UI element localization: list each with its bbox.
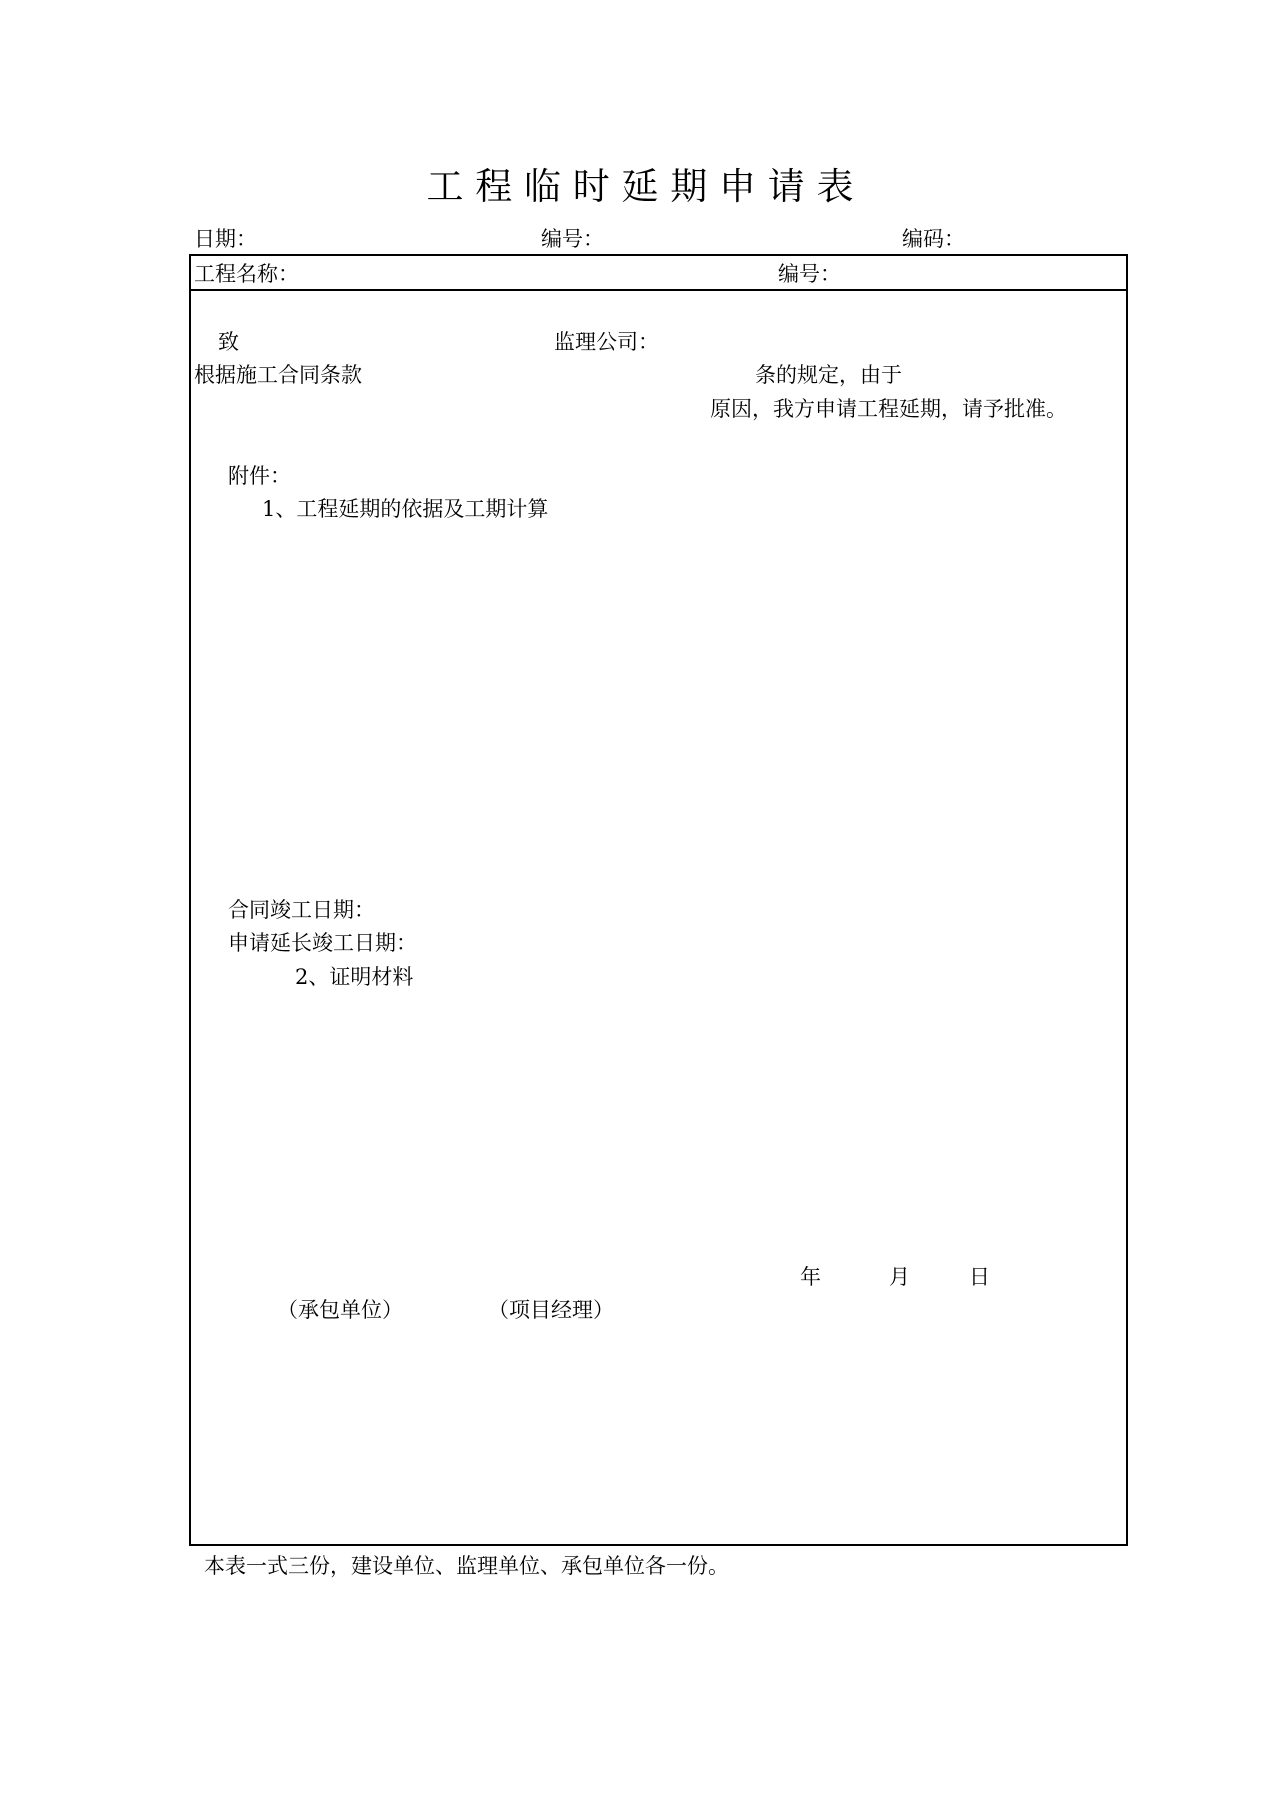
reason-request-text: 原因，我方申请工程延期，请予批准。 <box>710 397 1067 421</box>
attachment-2: 2、证明材料 <box>295 965 414 989</box>
project-name-label: 工程名称： <box>194 262 299 286</box>
month-label: 月 <box>889 1265 910 1289</box>
project-manager-label: （项目经理） <box>488 1298 614 1322</box>
header-divider <box>189 289 1128 291</box>
contractor-label: （承包单位） <box>277 1298 403 1322</box>
date-label: 日期： <box>194 227 257 251</box>
attachment-1: 1、工程延期的依据及工期计算 <box>262 497 549 521</box>
recipient-label: 致 <box>218 330 239 354</box>
clause-rule-text: 条的规定，由于 <box>755 363 902 387</box>
contract-completion-date-label: 合同竣工日期： <box>228 898 375 922</box>
page-title: 工 程 临 时 延 期 申 请 表 <box>426 165 854 208</box>
serial-number-label: 编号： <box>541 227 604 251</box>
footer-note: 本表一式三份，建设单位、监理单位、承包单位各一份。 <box>204 1554 729 1578</box>
attachments-label: 附件： <box>228 464 291 488</box>
day-label: 日 <box>969 1265 990 1289</box>
project-number-label: 编号： <box>778 262 841 286</box>
contract-clause-text: 根据施工合同条款 <box>194 363 362 387</box>
year-label: 年 <box>800 1265 821 1289</box>
extended-completion-date-label: 申请延长竣工日期： <box>228 931 417 955</box>
code-label: 编码： <box>902 227 965 251</box>
supervisor-company-label: 监理公司： <box>554 330 659 354</box>
